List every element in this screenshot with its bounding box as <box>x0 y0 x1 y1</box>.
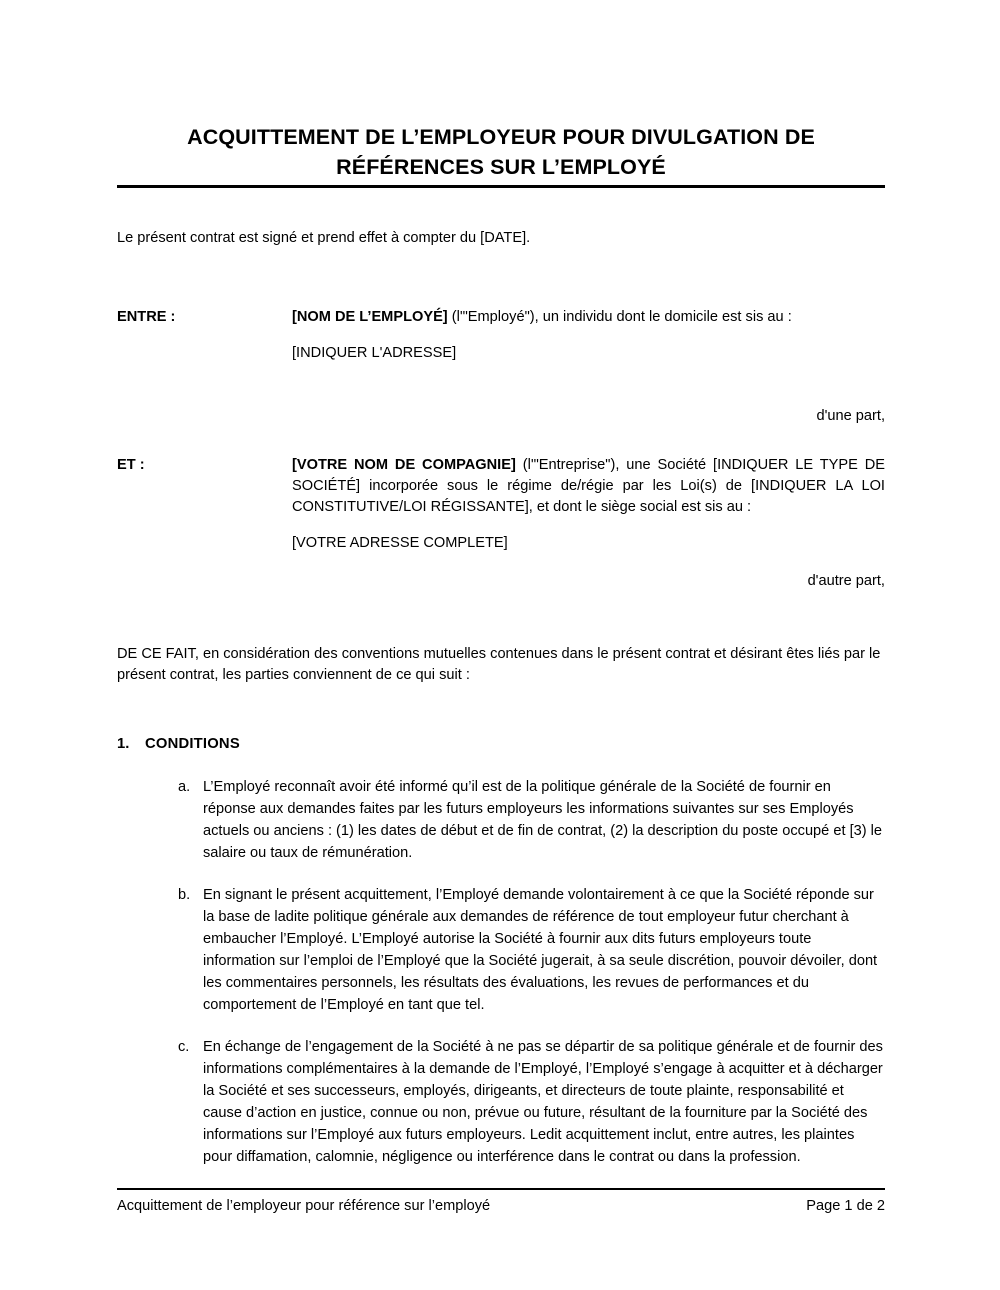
footer-document-name: Acquittement de l’employeur pour référence sur l’employé <box>117 1198 491 1214</box>
company-name-placeholder: [VOTRE NOM DE COMPAGNIE] <box>292 457 516 473</box>
footer-divider <box>117 1188 885 1190</box>
list-item <box>178 776 885 864</box>
company-address-placeholder: [VOTRE ADRESSE COMPLETE] <box>292 535 508 551</box>
list-item-text: L’Employé reconnaît avoir été informé qu’il est de la politique générale de la Société de fournir en réponse aux demandes faites par les futurs employeurs les informations suivantes sur ses Employés actuels ou anciens : (1) les dates de début et de fin de contrat, (2) la description du poste occupé et [3) le salaire ou taux de rémunération. <box>203 779 883 861</box>
list-marker: c. <box>178 1039 190 1055</box>
conditions-list <box>117 776 885 1168</box>
party-description-employee <box>292 307 885 328</box>
page-footer <box>117 1196 885 1216</box>
party-block-employee <box>117 307 885 328</box>
footer-page-number: Page 1 de 2 <box>806 1198 885 1214</box>
title-divider <box>117 185 885 188</box>
list-item <box>178 1036 885 1168</box>
intro-paragraph: Le présent contrat est signé et prend effet à compter du [DATE]. <box>117 230 531 246</box>
list-item-text: En échange de l’engagement de la Société à ne pas se départir de sa politique générale et de fournir des informations complémentaires à la demande de l’Employé, l’Employé s’engage à acquitter et à décharger la Société et ses successeurs, employés, dirigeants, et directeurs de toute plainte, responsabilité et cause d’action en justice, connue ou non, prévue ou future, résultant de la fourniture par la Société des informations sur l’Employé aux futurs employeurs. Ledit acquittement inclut, entre autres, les plaintes pour diffamation, calomnie, négligence ou interférence dans le contrat ou dans la profession. <box>203 1039 883 1165</box>
party-label-employee: ENTRE : <box>117 309 176 325</box>
party-label-company: ET : <box>117 457 145 473</box>
page-title: ACQUITTEMENT DE L’EMPLOYEUR POUR DIVULGATION DE RÉFÉRENCES SUR L’EMPLOYÉ <box>187 125 815 180</box>
employee-descriptor: (l'"Employé"), un individu dont le domicile est sis au : <box>447 309 792 325</box>
recital-paragraph: DE CE FAIT, en considération des conventions mutuelles contenues dans le présent contrat et désirant êtes liés par le présent contrat, les parties conviennent de ce qui suit : <box>117 646 881 683</box>
list-marker: a. <box>178 779 191 795</box>
list-item-text: En signant le présent acquittement, l’Employé demande volontairement à ce que la Société réponde sur la base de ladite politique générale aux demandes de référence de tout employeur futur cherchant à embaucher l’Employé. L’Employé autorise la Société à fournir aux dits futurs employeurs toute information sur l’emploi de l’Employé que la Société jugerait, à sa seule discrétion, pouvoir dévoiler, dont les commentaires personnels, les résultats des évaluations, les revues de performances et du comportement de l’Employé en tant que tel. <box>203 887 878 1013</box>
list-marker: b. <box>178 887 191 903</box>
company-closing-note: d'autre part, <box>807 573 885 589</box>
company-descriptor: (l'"Entreprise"), une Société [INDIQUER LE TYPE DE SOCIÉTÉ] incorporée sous le régime de/régie par les Loi(s) de [INDIQUER LA LOI CONSTITUTIVE/LOI RÉGISSANTE], et dont le siège social est sis au : <box>292 457 885 515</box>
list-item <box>178 884 885 1016</box>
section-heading-conditions <box>117 734 885 755</box>
document-body <box>117 228 885 1168</box>
section-number: 1. <box>117 736 130 752</box>
employee-name-placeholder: [NOM DE L’EMPLOYÉ] <box>292 309 448 325</box>
employee-address-placeholder: [INDIQUER L'ADRESSE] <box>292 345 457 361</box>
section-title: CONDITIONS <box>145 736 240 752</box>
employee-closing-note: d'une part, <box>816 408 885 424</box>
party-block-company <box>117 455 885 518</box>
party-description-company <box>292 455 885 518</box>
